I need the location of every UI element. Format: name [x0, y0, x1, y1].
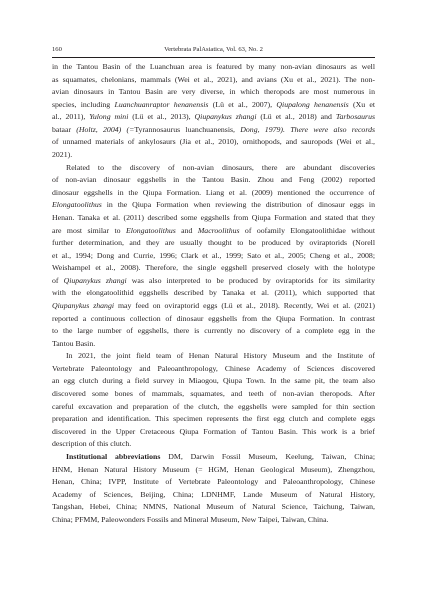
text-line: Tangshan, Hebei, China; NMNS, National Museum of Natural Science, Taichung, Taiwan, — [52, 502, 375, 512]
text-line — [52, 111, 375, 124]
page-number: 160 — [52, 46, 62, 53]
text-run: (Lü et al., 2007), — [208, 99, 277, 109]
text-line — [52, 199, 375, 212]
taxon-name: Qiupalong henanensis — [276, 99, 349, 109]
text-run: (Xu et — [348, 99, 376, 109]
text-run: DM, Darwin Fossil Museum, Keelung, Taiwan, China; — [168, 451, 375, 461]
text-line: description of this clutch. — [52, 439, 132, 449]
taxon-name: Qiupanykus zhangi — [194, 112, 257, 122]
text-line: as squamates, chelonians, mammals (Wei et al., 2021), and avians (Xu et al., 2021). The non- — [52, 74, 375, 84]
text-run: (Lü et al., 2013), — [128, 112, 195, 122]
text-line: dinosaur eggshells in the Qiupa Formation. Liang et al. (2009) mentioned the occurrence of — [52, 187, 375, 197]
paragraph-dinosaur-diversity — [52, 61, 375, 162]
text-run: of — [52, 275, 64, 285]
text-line: Related to the discovery of non-avian dinosaurs, there are abundant discoveries — [66, 162, 375, 172]
text-line: of unnamed materials of ankylosaurs (Jia et al., 2010), ornithopods, and sauropods (Wei et al., — [52, 137, 375, 147]
text-run: al., 2011), — [52, 112, 90, 122]
text-line: Weishampel et al., 2008). Therefore, the single eggshell preserved closely with the holotype — [52, 263, 375, 273]
text-run: are most similar to — [52, 225, 126, 235]
text-run: bataar — [52, 124, 72, 134]
text-run: Tyrannosaurus luanchuanensis — [134, 124, 234, 134]
taxon-name: Tarbosaurus — [335, 112, 376, 122]
text-line: reported a continuous collection of dinosaur eggshells from the Qiupa Formation. In contrast — [52, 313, 375, 323]
taxon-name: Elongatoolithus — [52, 200, 102, 210]
text-run: in the Qiupa Formation when reviewing the distribution of dinosaur eggs in — [101, 200, 375, 210]
text-line: Tantou Basin. — [52, 338, 96, 348]
text-line: an egg clutch during a field survey in Miaogou, Qiupa Town. In the same pit, the team also — [52, 376, 375, 386]
text-line: HNM, Henan Natural History Museum (= HGM, Henan Geological Museum), Zhengzhou, — [52, 464, 375, 474]
text-line: in the Tantou Basin of the Luanchuan area is featured by many non-avian dinosaurs as well — [52, 62, 375, 71]
text-run: species, including — [52, 99, 115, 109]
text-line: of non-avian dinosaur eggshells in the Tantou Basin. Zhou and Feng (2002) reported — [52, 175, 375, 185]
text-line: with the elongatoolithid eggshells described by Tanaka et al. (2011), which supported that — [52, 288, 375, 298]
text-line: Henan, China; IVPP, Institute of Vertebrate Paleontology and Paleoanthropology, Chinese — [52, 477, 375, 487]
text-line: discovered in the Upper Cretaceous Qiupa Formation of Tantou Basin. This work is a brief — [52, 426, 375, 436]
taxon-name: Qiupanykus zhangi — [52, 300, 115, 310]
header-rule — [52, 57, 375, 58]
text-run: was also interpreted to be produced by oviraptorids for its similarity — [126, 275, 375, 285]
taxon-name: Elongatoolithus — [125, 225, 176, 235]
text-line: Academy of Sciences, Beijing, China; LDNHMF, Lande Museum of Natural History, — [52, 489, 375, 499]
text-line: further determination, and they are usually thought to be produced by oviraptorids (Norell — [52, 238, 375, 248]
text-line: et al., 1994; Dong and Currie, 1996; Clark et al., 1999; Sato et al., 2005; Cheng et al., 2008; — [52, 250, 375, 260]
text-line — [52, 275, 375, 288]
text-line: preparation and identification. This specimen represents the first egg clutch and complete eggs — [52, 414, 375, 424]
section-heading: Institutional abbreviations — [66, 451, 161, 461]
paragraph-eggshell-discoveries — [52, 162, 375, 351]
text-line — [52, 124, 375, 137]
text-line: China; PFMM, Paleowonders Fossils and Mineral Museum, New Taipei, Taiwan, China. — [52, 514, 329, 524]
body-text — [52, 61, 375, 526]
text-run: (Lü et al., 2018) and — [256, 112, 336, 122]
text-run: of oofamily Elongatoolithidae without — [239, 225, 375, 235]
text-line — [52, 225, 375, 238]
text-line: Vertebrate Paleontology and Paleoanthropology, Chinese Academy of Sciences discovered — [52, 363, 375, 373]
text-line: discovered some bones of mammals, squamates, and teeth of non-avian theropods. After — [52, 389, 375, 399]
paragraph-field-discovery — [52, 350, 375, 451]
text-line: to the large number of eggshells, there is currently no discovery of a complete egg in the — [52, 326, 375, 336]
text-line: careful excavation and preparation of the clutch, the eggshells were sampled for thin section — [52, 401, 375, 411]
taxon-name: , Dong, 1979). There were also records — [233, 124, 376, 134]
journal-title: Vertebrata PalAsiatica, Vol. 63, No. 2 — [164, 46, 263, 53]
text-line — [52, 451, 375, 464]
text-line — [52, 99, 375, 112]
taxon-name: Qiupanykus zhangi — [63, 275, 127, 285]
text-line: Henan. Tanaka et al. (2011) described some eggshells from Qiupa Formation and stated that they — [52, 212, 375, 222]
text-line: 2021). — [52, 150, 73, 160]
text-line: In 2021, the joint field team of Henan Natural History Museum and the Institute of — [66, 351, 375, 361]
text-run: and — [175, 225, 198, 235]
taxon-name: (Holtz, 2004) (= — [71, 124, 135, 134]
text-line: avian dinosaurs in Tantou Basin are very diverse, in which theropods are most numerous in — [52, 87, 375, 97]
paragraph-institutional-abbreviations — [52, 451, 375, 526]
text-line — [52, 300, 375, 313]
taxon-name: Yulong mini — [89, 112, 129, 122]
running-header — [52, 44, 375, 56]
taxon-name: Macroolithus — [197, 225, 240, 235]
text-run: may feed on oviraptorid eggs (Lü et al., 2018). Recently, Wei et al. (2021) — [114, 300, 375, 310]
taxon-name: Luanchuanraptor henanensis — [114, 99, 209, 109]
